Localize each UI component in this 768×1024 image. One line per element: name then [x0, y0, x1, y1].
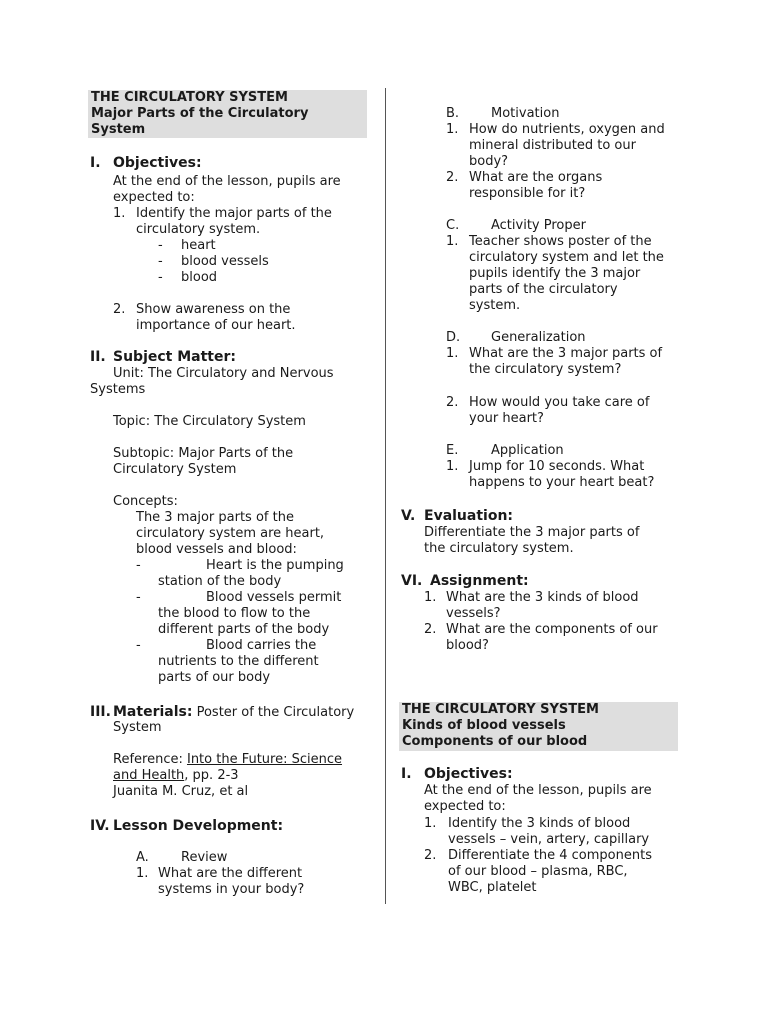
section-title-subject-matter: Subject Matter:	[113, 349, 236, 365]
question-text-cont: happens to your heart beat?	[469, 475, 655, 490]
objective-text-cont: of our blood – plasma, RBC,	[448, 864, 628, 879]
objective-text-cont: WBC, platelet	[448, 880, 537, 895]
dash-bullet: -	[158, 254, 163, 269]
subsection-title-generalization: Generalization	[491, 330, 586, 345]
list-number: 1.	[446, 346, 459, 361]
question-text: How do nutrients, oxygen and	[469, 122, 665, 137]
reference-title-cont: and Health	[113, 768, 185, 783]
list-number: 1.	[446, 459, 459, 474]
section-title-objectives: Objectives:	[113, 155, 202, 171]
reference-author: Juanita M. Cruz, et al	[113, 784, 249, 799]
concept-item-cont: nutrients to the different	[158, 654, 319, 669]
objective-text-cont: vessels – vein, artery, capillary	[448, 832, 650, 847]
lesson-header-2	[399, 702, 678, 751]
subsection-letter: C.	[446, 218, 460, 233]
materials-line	[113, 704, 354, 721]
section-title-assignment: Assignment:	[430, 573, 529, 589]
list-number: 2.	[446, 395, 459, 410]
reference-label: Reference:	[113, 752, 187, 767]
section-numeral: VI.	[401, 573, 423, 589]
question-text-cont: the circulatory system?	[469, 362, 622, 377]
question-text: What are the 3 kinds of blood	[446, 590, 639, 605]
subsection-letter: A.	[136, 850, 149, 865]
topic-text: Topic: The Circulatory System	[113, 414, 306, 429]
section-title-objectives: Objectives:	[424, 766, 513, 782]
header-title: THE CIRCULATORY SYSTEM	[91, 90, 288, 105]
sub-item: blood	[181, 270, 218, 285]
reference-title: Into the Future: Science	[186, 752, 343, 767]
activity-text: Teacher shows poster of the	[469, 234, 652, 249]
list-number: 1.	[424, 816, 437, 831]
concept-item-cont: parts of our body	[158, 670, 271, 685]
concepts-text-cont: circulatory system are heart,	[136, 526, 325, 541]
list-number: 1.	[113, 206, 126, 221]
section-numeral: IV.	[90, 818, 110, 834]
concept-item-cont: different parts of the body	[158, 622, 330, 637]
list-number: 2.	[446, 170, 459, 185]
concept-item: Blood vessels permit	[206, 590, 342, 605]
concept-item-cont: the blood to flow to the	[158, 606, 311, 621]
evaluation-text: Differentiate the 3 major parts of	[424, 525, 640, 540]
dash-bullet: -	[136, 590, 141, 605]
question-text-cont: body?	[469, 154, 509, 169]
activity-text-cont: circulatory system and let the	[469, 250, 664, 265]
concept-item: Blood carries the	[206, 638, 317, 653]
dash-bullet: -	[158, 238, 163, 253]
subsection-letter: B.	[446, 106, 460, 121]
concept-item-cont: station of the body	[158, 574, 282, 589]
question-text: Jump for 10 seconds. What	[469, 459, 645, 474]
question-text: What are the 3 major parts of	[469, 346, 663, 361]
dash-bullet: -	[136, 638, 141, 653]
objective-text: Identify the 3 kinds of blood	[448, 816, 631, 831]
objectives-intro-cont: expected to:	[424, 799, 506, 814]
dash-bullet: -	[158, 270, 163, 285]
list-number: 1.	[446, 234, 459, 249]
list-number: 1.	[424, 590, 437, 605]
list-number: 1.	[446, 122, 459, 137]
question-text-cont: responsible for it?	[469, 186, 586, 201]
concepts-text-cont: blood vessels and blood:	[136, 542, 297, 557]
objective-text: Identify the major parts of the	[136, 206, 332, 221]
list-number: 2.	[113, 302, 126, 317]
subtopic-text-cont: Circulatory System	[113, 462, 237, 477]
activity-text-cont: parts of the circulatory	[469, 282, 618, 297]
dash-bullet: -	[136, 558, 141, 573]
objective-text: Differentiate the 4 components	[448, 848, 652, 863]
reference-pages: , pp. 2-3	[184, 768, 239, 783]
question-text-cont: blood?	[446, 638, 489, 653]
header-subtitle-cont: Components of our blood	[402, 734, 588, 749]
evaluation-text-cont: the circulatory system.	[424, 541, 574, 556]
section-title-materials: Materials:	[113, 704, 193, 720]
question-text-cont: your heart?	[469, 411, 544, 426]
objectives-intro-cont: expected to:	[113, 190, 195, 205]
objective-text-cont: circulatory system.	[136, 222, 261, 237]
lesson-header-1	[88, 90, 367, 138]
list-number: 1.	[136, 866, 149, 881]
question-text: What are the components of our	[446, 622, 658, 637]
question-text: What are the different	[158, 866, 303, 881]
subsection-letter: E.	[446, 443, 459, 458]
objectives-intro: At the end of the lesson, pupils are	[424, 783, 652, 798]
subsection-title-review: Review	[181, 850, 228, 865]
subsection-title-activity: Activity Proper	[491, 218, 586, 233]
reference-line	[113, 752, 342, 768]
reference-line-cont	[113, 768, 239, 784]
sub-item: blood vessels	[181, 254, 269, 269]
list-number: 2.	[424, 848, 437, 863]
subsection-title-application: Application	[491, 443, 564, 458]
header-subtitle: Kinds of blood vessels	[402, 718, 566, 733]
header-title: THE CIRCULATORY SYSTEM	[402, 702, 599, 717]
concepts-label: Concepts:	[113, 494, 178, 509]
question-text: How would you take care of	[469, 395, 650, 410]
question-text-cont: mineral distributed to our	[469, 138, 636, 153]
header-subtitle-cont: System	[91, 122, 146, 137]
question-text-cont: systems in your body?	[158, 882, 305, 897]
column-divider	[385, 88, 386, 904]
list-number: 2.	[424, 622, 437, 637]
section-title-lesson-development: Lesson Development:	[113, 818, 284, 834]
section-numeral: I.	[90, 155, 101, 171]
subsection-letter: D.	[446, 330, 461, 345]
unit-text-cont: Systems	[90, 382, 146, 397]
subsection-title-motivation: Motivation	[491, 106, 560, 121]
section-title-evaluation: Evaluation:	[424, 508, 514, 524]
objective-text: Show awareness on the	[136, 302, 291, 317]
section-numeral: III.	[90, 704, 111, 720]
concept-item: Heart is the pumping	[206, 558, 344, 573]
materials-text-cont: System	[113, 720, 162, 735]
header-subtitle: Major Parts of the Circulatory	[91, 106, 309, 121]
section-numeral: V.	[401, 508, 416, 524]
subtopic-text: Subtopic: Major Parts of the	[113, 446, 294, 461]
objectives-intro: At the end of the lesson, pupils are	[113, 174, 341, 189]
section-numeral: II.	[90, 349, 106, 365]
materials-text: Poster of the Circulatory	[192, 705, 355, 720]
question-text: What are the organs	[469, 170, 603, 185]
sub-item: heart	[181, 238, 216, 253]
activity-text-cont: system.	[469, 298, 521, 313]
concepts-text: The 3 major parts of the	[136, 510, 294, 525]
activity-text-cont: pupils identify the 3 major	[469, 266, 641, 281]
objective-text-cont: importance of our heart.	[136, 318, 296, 333]
section-numeral: I.	[401, 766, 412, 782]
question-text-cont: vessels?	[446, 606, 501, 621]
unit-text: Unit: The Circulatory and Nervous	[113, 366, 334, 381]
